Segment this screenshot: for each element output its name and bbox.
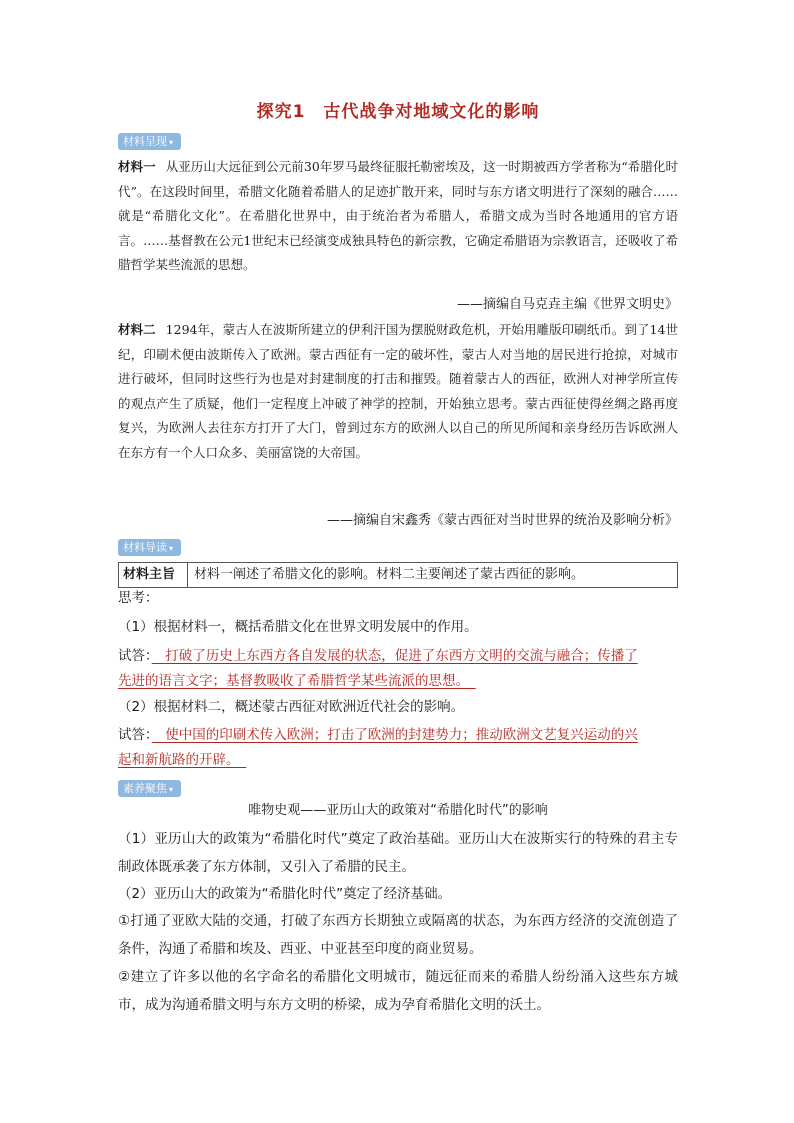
literacy-point-three: ①打通了亚欧大陆的交通，打破了东西方长期独立或隔离的状态，为东西方经济的交流创造了条件，沟通了希腊和埃及、西亚、中亚甚至印度的商业贸易。	[118, 913, 678, 957]
material-guide-tag: 材料导读 ▾	[118, 539, 181, 556]
literacy-heading: 唯物史观——亚历山大的政策对“希腊化时代”的影响	[248, 803, 548, 818]
literacy-tag: 素养聚焦 ▾	[118, 780, 181, 797]
material-show-tag: 材料呈现 ▾	[118, 133, 181, 150]
question-one: （1）根据材料一，概括希腊文化在世界文明发展中的作用。	[118, 619, 478, 635]
guide-content: 材料一阐述了希腊文化的影响。材料二主要阐述了蒙古西征的影响。	[194, 567, 585, 582]
material-one-label: 材料一	[118, 159, 156, 174]
answer-one-text: 打破了历史上东西方各自发展的状态，促进了东西方文明的交流与融合；传播了	[151, 648, 638, 664]
answer-one-line1	[118, 642, 678, 670]
material-one-text: 从亚历山大远征到公元前30年罗马最终征服托勒密埃及，这一时期被西方学者称为“希腊化时代”。在这段时间里，希腊文化随着希腊人的足迹扩散开来，同时与东方诸文明进行了深刻的融合……就是“希腊化文化”。在希腊化世界中，由于统治者为希腊人，希腊文成为当时各地通用的官方语言。……基督教在公元1世纪末已经演变成独具特色的新宗教，它确定希腊语为宗教语言，还吸收了希腊哲学某些流派的思想。	[118, 159, 678, 272]
answer-two-text: 使中国的印刷术传入欧洲；打击了欧洲的封建势力；推动欧洲文艺复兴运动的兴	[151, 727, 638, 743]
guide-header: 材料主旨	[119, 563, 188, 587]
material-one	[118, 155, 678, 278]
material-two-label: 材料二	[118, 322, 156, 337]
literacy-point-two: （2）亚历山大的政策为“希腊化时代”奠定了经济基础。	[118, 886, 452, 902]
answer-two-text-cont: 起和新航路的开辟。	[118, 752, 247, 768]
material-two-source: ——摘编自宋鑫秀《蒙古西征对当时世界的统治及影响分析》	[326, 513, 678, 528]
answer-two-line1	[118, 721, 678, 749]
material-one-source: ——摘编自马克垚主编《世界文明史》	[456, 297, 678, 312]
material-two	[118, 318, 678, 465]
answer-one-line2	[118, 667, 678, 695]
think-label: 思考：	[118, 590, 159, 606]
answer-one-label: 试答：	[118, 648, 152, 664]
literacy-point-four: ②建立了许多以他的名字命名的希腊化文明城市，随远征而来的希腊人纷纷涌入这些东方城市，成为沟通希腊文明与东方文明的桥梁，成为孕育希腊化文明的沃土。	[118, 969, 678, 1013]
answer-two-line2	[118, 746, 678, 774]
material-two-text: 1294年，蒙古人在波斯所建立的伊利汗国为摆脱财政危机，开始用雕版印刷纸币。到了14世纪，印刷术便由波斯传入了欧洲。蒙古西征有一定的破坏性，蒙古人对当地的居民进行抢掠，对城市进行破坏，但同时这些行为也是对封建制度的打击和摧毁。随着蒙古人的西征，欧洲人对神学所宣传的观点产生了质疑，他们一定程度上冲破了神学的控制，开始独立思考。蒙古西征使得丝绸之路再度复兴，为欧洲人去往东方打开了大门，曾到过东方的欧洲人以自己的所见所闻和亲身经历告诉欧洲人在东方有一个人口众多、美丽富饶的大帝国。	[118, 322, 678, 460]
literacy-point-one: （1）亚历山大的政策为“希腊化时代”奠定了政治基础。亚历山大在波斯实行的特殊的君主专制政体既承袭了东方体制，又引入了希腊的民主。	[118, 831, 678, 875]
question-two: （2）根据材料二，概述蒙古西征对欧洲近代社会的影响。	[118, 699, 465, 715]
answer-one-text-cont: 先进的语言文字；基督教吸收了希腊哲学某些流派的思想。	[118, 673, 476, 689]
page-title: 探究1 古代战争对地域文化的影响	[256, 102, 540, 122]
answer-two-label: 试答：	[118, 727, 152, 743]
